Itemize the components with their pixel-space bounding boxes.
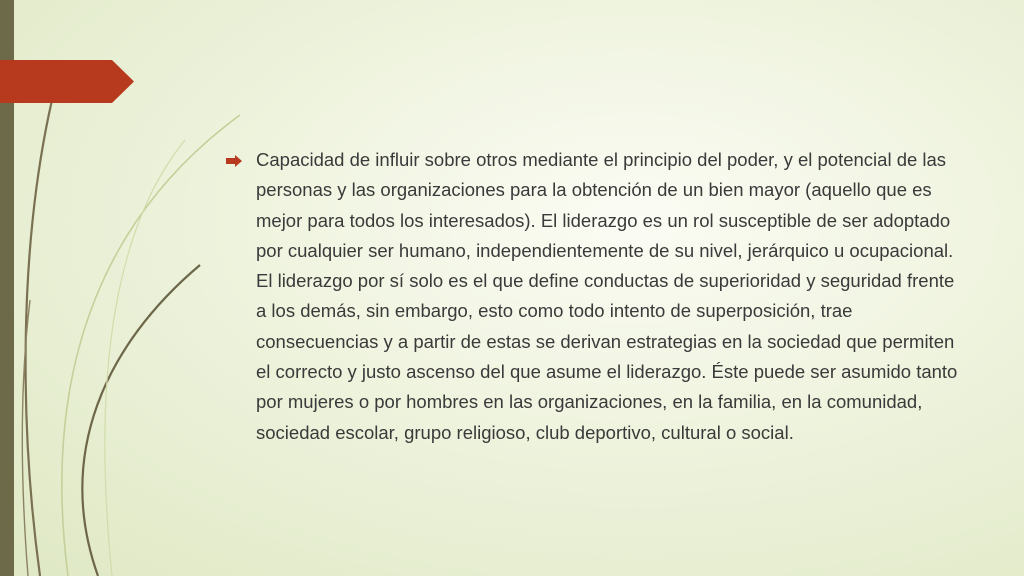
content-area	[226, 145, 966, 448]
body-paragraph: Capacidad de influir sobre otros mediante el principio del poder, y el potencial de las personas y las organizaciones para la obtención de un bien mayor (aquello que es mejor para todos los interesados). El liderazgo es un rol susceptible de ser adoptado por cualquier ser humano, independientemente de su nivel, jerárquico u ocupacional. El liderazgo por sí solo es el que define conductas de superioridad y seguridad frente a los demás, sin embargo, esto como todo intento de superposición, trae consecuencias y a partir de estas se derivan estrategias en la sociedad que permiten el correcto y justo ascenso del que asume el liderazgo. Éste puede ser asumido tanto por mujeres o por hombres en las organizaciones, en la familia, en la comunidad, sociedad escolar, grupo religioso, club deportivo, cultural o social.	[256, 149, 958, 443]
bullet-item	[226, 145, 966, 448]
arrow-bullet-icon	[226, 145, 256, 172]
accent-arrow-tab	[0, 60, 134, 103]
